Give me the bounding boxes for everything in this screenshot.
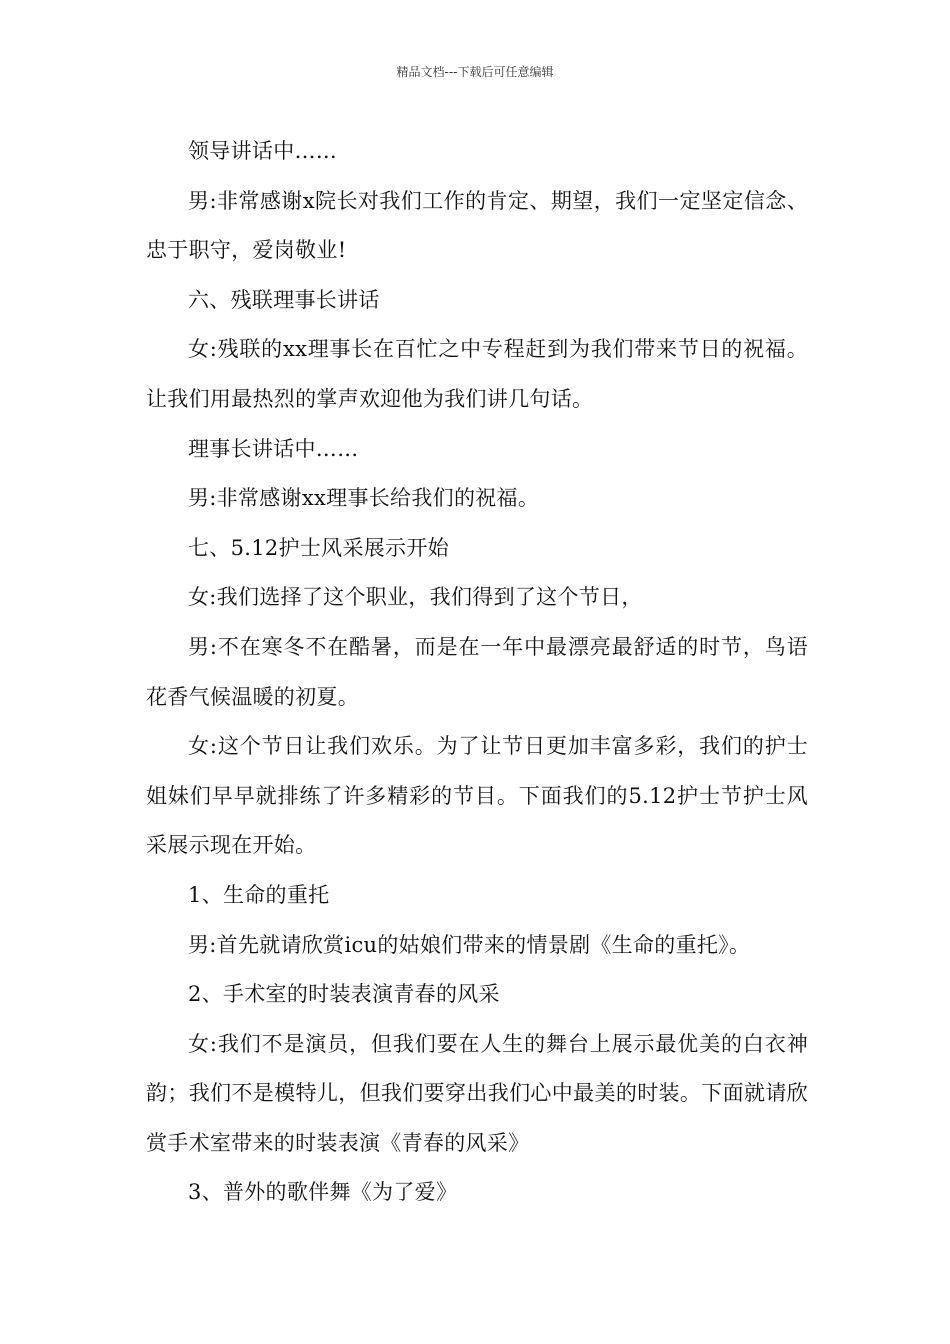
page-header: 精品文档---下载后可任意编辑 xyxy=(396,65,554,79)
paragraph: 女:残联的xx理事长在百忙之中专程赶到为我们带来节日的祝福。让我们用最热烈的掌声欢迎他为我们讲几句话。 xyxy=(146,337,808,411)
paragraph: 女:这个节日让我们欢乐。为了让节日更加丰富多彩，我们的护士姐妹们早早就排练了许多精彩的节目。下面我们的5.12护士节护士风采展示现在开始。 xyxy=(146,734,808,858)
section-heading: 七、5.12护士风采展示开始 xyxy=(188,535,449,560)
paragraph: 男:首先就请欣赏icu的姑娘们带来的情景剧《生命的重托》。 xyxy=(188,932,751,957)
section-heading: 六、残联理事长讲话 xyxy=(188,287,380,312)
list-item-heading: 1、生命的重托 xyxy=(188,882,330,907)
paragraph: 女:我们选择了这个职业，我们得到了这个节日， xyxy=(188,585,643,610)
paragraph: 理事长讲话中…… xyxy=(188,436,359,461)
paragraph: 男:不在寒冬不在酷暑，而是在一年中最漂亮最舒适的时节，鸟语花香气候温暖的初夏。 xyxy=(146,634,808,709)
paragraph: 领导讲话中…… xyxy=(188,139,338,163)
paragraph: 男:非常感谢x院长对我们工作的肯定、期望，我们一定坚定信念、忠于职守，爱岗敬业! xyxy=(146,188,808,263)
document-body xyxy=(146,127,808,1218)
paragraph: 男:非常感谢xx理事长给我们的祝福。 xyxy=(188,486,540,511)
list-item-heading: 3、普外的歌伴舞《为了爱》 xyxy=(188,1180,458,1205)
paragraph: 女:我们不是演员，但我们要在人生的舞台上展示最优美的白衣神韵；我们不是模特儿，但我们要穿出我们心中最美的时装。下面就请欣赏手术室带来的时装表演《青春的风采》 xyxy=(146,1031,808,1155)
list-item-heading: 2、手术室的时装表演青春的风采 xyxy=(188,982,500,1007)
